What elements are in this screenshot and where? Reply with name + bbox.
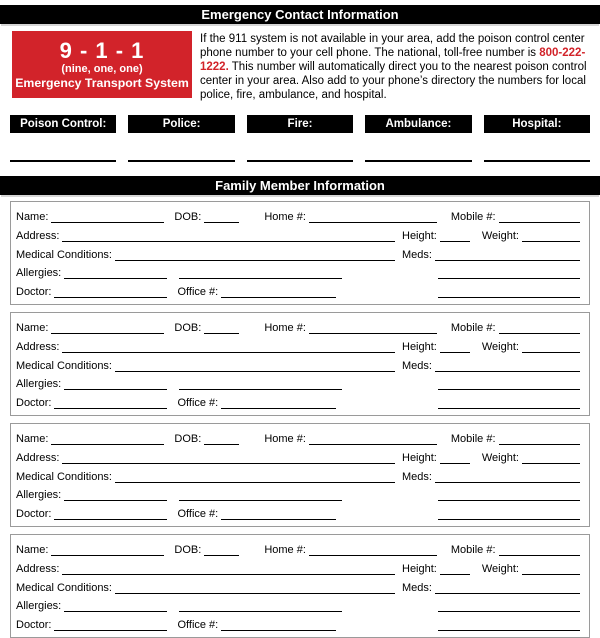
name-field-line[interactable] xyxy=(51,209,164,223)
allergies-group xyxy=(16,265,402,284)
instructions-text-before: If the 911 system is not available in your area, add the poison control center phone number to your cell phone. The national, toll-free number is xyxy=(200,33,585,60)
doctor-label: Doctor: xyxy=(16,618,52,631)
member-row-4 xyxy=(16,376,580,395)
height-label: Height: xyxy=(402,341,437,354)
office-phone-field-line[interactable] xyxy=(221,506,336,520)
doctor-field-line[interactable] xyxy=(54,617,167,631)
contact-blank-lines-row xyxy=(10,133,590,162)
911-subtitle: (nine, one, one) xyxy=(61,62,143,75)
member-row-5 xyxy=(16,395,580,414)
member-row-5 xyxy=(16,284,580,303)
contact-label-poison-control: Poison Control: xyxy=(10,115,116,133)
office-phone-field-line[interactable] xyxy=(221,395,336,409)
medical-conditions-group xyxy=(16,469,402,488)
meds-continuation-group-2 xyxy=(402,506,580,525)
weight-field-line[interactable] xyxy=(522,228,580,242)
meds-continuation-line-2[interactable] xyxy=(438,617,580,631)
allergies-group xyxy=(16,598,402,617)
meds-continuation-line-2[interactable] xyxy=(438,395,580,409)
meds-group xyxy=(402,247,580,266)
family-member-block xyxy=(10,423,590,527)
home-phone-field-line[interactable] xyxy=(309,320,437,334)
poison-control-phone-number: 800-222-1222. xyxy=(200,47,586,74)
medical-conditions-field-line[interactable] xyxy=(115,469,395,483)
office-phone-field-line[interactable] xyxy=(221,284,336,298)
medical-conditions-group xyxy=(16,358,402,377)
member-row-5 xyxy=(16,617,580,636)
member-row-2 xyxy=(16,561,580,580)
medical-conditions-label: Medical Conditions: xyxy=(16,581,112,594)
office-phone-label: Office #: xyxy=(177,396,219,409)
family-member-blocks xyxy=(0,201,600,638)
medical-conditions-field-line[interactable] xyxy=(115,358,395,372)
allergies-field-line[interactable] xyxy=(64,376,167,390)
weight-field-line[interactable] xyxy=(522,450,580,464)
emergency-transport-label: Emergency Transport System xyxy=(15,75,189,90)
meds-field-line[interactable] xyxy=(435,247,580,261)
allergies-label: Allergies: xyxy=(16,600,62,613)
member-row-1 xyxy=(16,209,580,228)
medical-conditions-label: Medical Conditions: xyxy=(16,359,112,372)
medical-conditions-field-line[interactable] xyxy=(115,580,395,594)
weight-label: Weight: xyxy=(481,562,519,575)
mobile-phone-field-line[interactable] xyxy=(499,542,580,556)
contact-label-ambulance: Ambulance: xyxy=(365,115,471,133)
hospital-field-line[interactable] xyxy=(484,133,590,162)
meds-continuation-line[interactable] xyxy=(438,487,580,501)
section-header-emergency-title: Emergency Contact Information xyxy=(201,7,399,22)
dob-field-line[interactable] xyxy=(204,431,239,445)
contact-labels-row xyxy=(10,115,590,133)
dob-field-line[interactable] xyxy=(204,542,239,556)
meds-continuation-group xyxy=(402,376,580,395)
office-phone-field-line[interactable] xyxy=(221,617,336,631)
address-field-line[interactable] xyxy=(62,561,395,575)
meds-label: Meds: xyxy=(402,581,432,594)
meds-continuation-group xyxy=(402,487,580,506)
height-field-line[interactable] xyxy=(440,228,470,242)
height-label: Height: xyxy=(402,562,437,575)
mobile-phone-label: Mobile #: xyxy=(450,544,496,557)
height-label: Height: xyxy=(402,452,437,464)
section-header-emergency-contact xyxy=(0,5,600,24)
allergies-continuation-line[interactable] xyxy=(179,265,342,279)
name-field-line[interactable] xyxy=(51,320,164,334)
name-field-line[interactable] xyxy=(51,542,164,556)
meds-continuation-group-2 xyxy=(402,395,580,414)
member-row-2 xyxy=(16,339,580,358)
doctor-group xyxy=(16,284,402,303)
section-header-family-title: Family Member Information xyxy=(215,178,385,194)
home-phone-field-line[interactable] xyxy=(309,431,437,445)
meds-continuation-group xyxy=(402,598,580,617)
member-row-2 xyxy=(16,228,580,247)
address-label: Address: xyxy=(16,341,60,354)
doctor-group xyxy=(16,506,402,525)
medical-conditions-group xyxy=(16,580,402,599)
family-member-block xyxy=(10,312,590,416)
address-label: Address: xyxy=(16,230,60,243)
address-group xyxy=(16,561,402,580)
address-group xyxy=(16,228,402,247)
doctor-label: Doctor: xyxy=(16,396,52,409)
home-phone-field-line[interactable] xyxy=(309,542,437,556)
contact-label-police: Police: xyxy=(128,115,234,133)
meds-continuation-line[interactable] xyxy=(438,376,580,390)
weight-field-line[interactable] xyxy=(522,561,580,575)
meds-group xyxy=(402,469,580,488)
medical-conditions-group xyxy=(16,247,402,266)
meds-field-line[interactable] xyxy=(435,358,580,372)
home-phone-label: Home #: xyxy=(264,544,306,557)
meds-continuation-line-2[interactable] xyxy=(438,506,580,520)
allergies-continuation-line[interactable] xyxy=(179,487,342,501)
medical-conditions-label: Medical Conditions: xyxy=(16,470,112,483)
mobile-phone-field-line[interactable] xyxy=(499,320,580,334)
meds-continuation-line-2[interactable] xyxy=(438,284,580,298)
poison-control-field-line[interactable] xyxy=(10,133,116,162)
medical-conditions-field-line[interactable] xyxy=(115,247,395,261)
member-row-5 xyxy=(16,506,580,525)
doctor-field-line[interactable] xyxy=(54,506,167,520)
office-phone-label: Office #: xyxy=(177,507,219,520)
dob-field-line[interactable] xyxy=(204,209,239,223)
meds-label: Meds: xyxy=(402,248,432,261)
member-row-3 xyxy=(16,469,580,488)
allergies-field-line[interactable] xyxy=(64,265,167,279)
dob-field-line[interactable] xyxy=(204,320,239,334)
member-row-1 xyxy=(16,320,580,339)
home-phone-field-line[interactable] xyxy=(309,209,437,223)
doctor-field-line[interactable] xyxy=(54,395,167,409)
meds-label: Meds: xyxy=(402,359,432,372)
mobile-phone-label: Mobile #: xyxy=(450,433,496,446)
doctor-label: Doctor: xyxy=(16,285,52,298)
height-field-line[interactable] xyxy=(440,339,470,353)
family-member-block xyxy=(10,534,590,638)
weight-field-line[interactable] xyxy=(522,339,580,353)
doctor-group xyxy=(16,617,402,636)
office-phone-label: Office #: xyxy=(177,618,219,631)
meds-continuation-line[interactable] xyxy=(438,265,580,279)
name-label: Name: xyxy=(16,211,49,224)
doctor-label: Doctor: xyxy=(16,507,52,520)
police-field-line[interactable] xyxy=(128,133,234,162)
member-row-3 xyxy=(16,358,580,377)
allergies-field-line[interactable] xyxy=(64,487,167,501)
address-field-line[interactable] xyxy=(62,228,395,242)
911-emergency-box xyxy=(12,31,192,98)
doctor-field-line[interactable] xyxy=(54,284,167,298)
top-info-row xyxy=(12,31,588,102)
mobile-phone-label: Mobile #: xyxy=(450,322,496,335)
member-row-1 xyxy=(16,431,580,450)
height-weight-group xyxy=(402,450,580,469)
office-phone-label: Office #: xyxy=(177,285,219,298)
height-weight-group xyxy=(402,228,580,247)
911-number: 9 - 1 - 1 xyxy=(59,37,145,63)
member-row-4 xyxy=(16,265,580,284)
member-row-1 xyxy=(16,542,580,561)
meds-continuation-group-2 xyxy=(402,617,580,636)
name-label: Name: xyxy=(16,544,49,557)
mobile-phone-field-line[interactable] xyxy=(499,209,580,223)
home-phone-label: Home #: xyxy=(264,322,306,335)
allergies-label: Allergies: xyxy=(16,489,62,502)
meds-field-line[interactable] xyxy=(435,580,580,594)
mobile-phone-label: Mobile #: xyxy=(450,211,496,224)
section-header-family-member xyxy=(0,176,600,195)
meds-continuation-group xyxy=(402,265,580,284)
instructions-text-after: This number will automatically direct you to the nearest poison control center in your area. Also add to your phone’s directory the numbers for local police, fire, ambulance, and hospital. xyxy=(200,61,587,102)
weight-label: Weight: xyxy=(481,341,519,354)
member-row-3 xyxy=(16,247,580,266)
address-group xyxy=(16,339,402,358)
address-label: Address: xyxy=(16,562,60,575)
member-row-3 xyxy=(16,580,580,599)
member-row-2 xyxy=(16,450,580,469)
ambulance-field-line[interactable] xyxy=(365,133,471,162)
allergies-label: Allergies: xyxy=(16,267,62,280)
weight-label: Weight: xyxy=(481,230,519,243)
meds-continuation-line[interactable] xyxy=(438,598,580,612)
doctor-group xyxy=(16,395,402,414)
meds-group xyxy=(402,580,580,599)
dob-label: DOB: xyxy=(174,433,202,446)
mobile-phone-field-line[interactable] xyxy=(499,431,580,445)
dob-label: DOB: xyxy=(174,544,202,557)
member-row-4 xyxy=(16,598,580,617)
dob-label: DOB: xyxy=(174,322,202,335)
fire-field-line[interactable] xyxy=(247,133,353,162)
meds-group xyxy=(402,358,580,377)
contact-label-hospital: Hospital: xyxy=(484,115,590,133)
address-field-line[interactable] xyxy=(62,339,395,353)
address-label: Address: xyxy=(16,452,60,464)
height-weight-group xyxy=(402,561,580,580)
meds-field-line[interactable] xyxy=(435,469,580,483)
height-label: Height: xyxy=(402,230,437,243)
family-member-block xyxy=(10,201,590,305)
height-weight-group xyxy=(402,339,580,358)
name-label: Name: xyxy=(16,322,49,335)
height-field-line[interactable] xyxy=(440,450,470,464)
meds-continuation-group-2 xyxy=(402,284,580,303)
emergency-form-page xyxy=(0,5,600,638)
allergies-group xyxy=(16,487,402,506)
allergies-group xyxy=(16,376,402,395)
weight-label: Weight: xyxy=(481,452,519,464)
dob-label: DOB: xyxy=(174,211,202,224)
name-label: Name: xyxy=(16,433,49,446)
home-phone-label: Home #: xyxy=(264,211,306,224)
address-group xyxy=(16,450,402,469)
home-phone-label: Home #: xyxy=(264,433,306,446)
meds-label: Meds: xyxy=(402,470,432,483)
height-field-line[interactable] xyxy=(440,561,470,575)
address-field-line[interactable] xyxy=(62,450,395,464)
member-row-4 xyxy=(16,487,580,506)
allergies-continuation-line[interactable] xyxy=(179,376,342,390)
allergies-continuation-line[interactable] xyxy=(179,598,342,612)
instructions-paragraph xyxy=(192,31,588,102)
name-field-line[interactable] xyxy=(51,431,164,445)
medical-conditions-label: Medical Conditions: xyxy=(16,248,112,261)
allergies-field-line[interactable] xyxy=(64,598,167,612)
contact-label-fire: Fire: xyxy=(247,115,353,133)
allergies-label: Allergies: xyxy=(16,378,62,391)
